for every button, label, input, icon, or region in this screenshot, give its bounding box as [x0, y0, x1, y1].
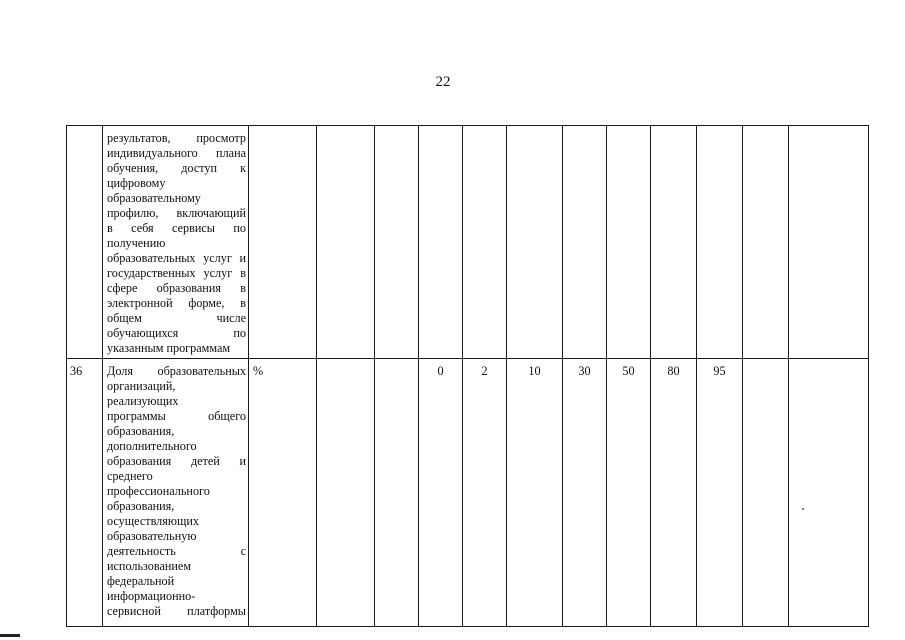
description-line: в себя сервисы по	[107, 221, 246, 235]
page-number: 22	[435, 74, 451, 90]
value-cell: 0	[419, 359, 463, 627]
description-line: индивидуального плана	[107, 146, 246, 160]
value-cell: 10	[507, 359, 563, 627]
description-line: сфере образования в	[107, 281, 246, 295]
value-cell	[743, 359, 789, 627]
value-cell	[789, 126, 869, 359]
table-row	[67, 126, 869, 359]
value-cell	[607, 126, 651, 359]
description-line: электронной форме, в	[107, 296, 246, 310]
scan-edge-mark	[0, 634, 20, 637]
value-cell	[743, 126, 789, 359]
value-cell	[375, 126, 419, 359]
value-cell: 2	[463, 359, 507, 627]
description-line: образования,	[107, 499, 175, 513]
description-line: использованием	[107, 559, 192, 573]
indicator-table	[66, 125, 869, 627]
value-cell	[563, 126, 607, 359]
description-line: указанным программам	[107, 341, 231, 355]
description-line: организаций,	[107, 379, 176, 393]
value-cell	[697, 126, 743, 359]
description-line: программы общего	[107, 409, 246, 423]
value-cell	[317, 359, 375, 627]
description-line: федеральной	[107, 574, 175, 588]
description-line: образовательных услуг и	[107, 251, 246, 265]
description-line: общем числе	[107, 311, 246, 325]
description-line: реализующих	[107, 394, 179, 408]
description-line: среднего	[107, 469, 153, 483]
value-cell	[789, 359, 869, 627]
description-line: дополнительного	[107, 439, 197, 453]
description-line: осуществляющих	[107, 514, 199, 528]
description-line: образования детей и	[107, 454, 246, 468]
description-line: цифровому	[107, 176, 166, 190]
value-cell: 50	[607, 359, 651, 627]
value-cell: 80	[651, 359, 697, 627]
description-line: деятельность с	[107, 544, 246, 558]
value-cell	[317, 126, 375, 359]
value-cell	[375, 359, 419, 627]
value-cell	[463, 126, 507, 359]
value-cell	[507, 126, 563, 359]
description-line: сервисной платформы	[107, 604, 246, 618]
indicator-description-cell	[103, 126, 249, 359]
value-cell: 30	[563, 359, 607, 627]
indicator-description-cell	[103, 359, 249, 627]
description-line: образовательную	[107, 529, 197, 543]
value-cell: 95	[697, 359, 743, 627]
scan-speck	[802, 508, 804, 510]
description-line: обучения, доступ к	[107, 161, 246, 175]
row-number-cell	[67, 126, 103, 359]
description-line: государственных услуг в	[107, 266, 246, 280]
description-line: результатов, просмотр	[107, 131, 246, 145]
value-cell	[419, 126, 463, 359]
row-number-cell: 36	[67, 359, 103, 627]
description-line: профилю, включающий	[107, 206, 246, 220]
value-cell	[651, 126, 697, 359]
description-line: образовательному	[107, 191, 201, 205]
description-line: Доля образовательных	[107, 364, 246, 378]
description-line: информационно-	[107, 589, 196, 603]
description-line: получению	[107, 236, 166, 250]
description-line: образования,	[107, 424, 175, 438]
description-line: обучающихся по	[107, 326, 246, 340]
table-row	[67, 359, 869, 627]
unit-cell: %	[249, 359, 317, 627]
description-line: профессионального	[107, 484, 210, 498]
unit-cell	[249, 126, 317, 359]
